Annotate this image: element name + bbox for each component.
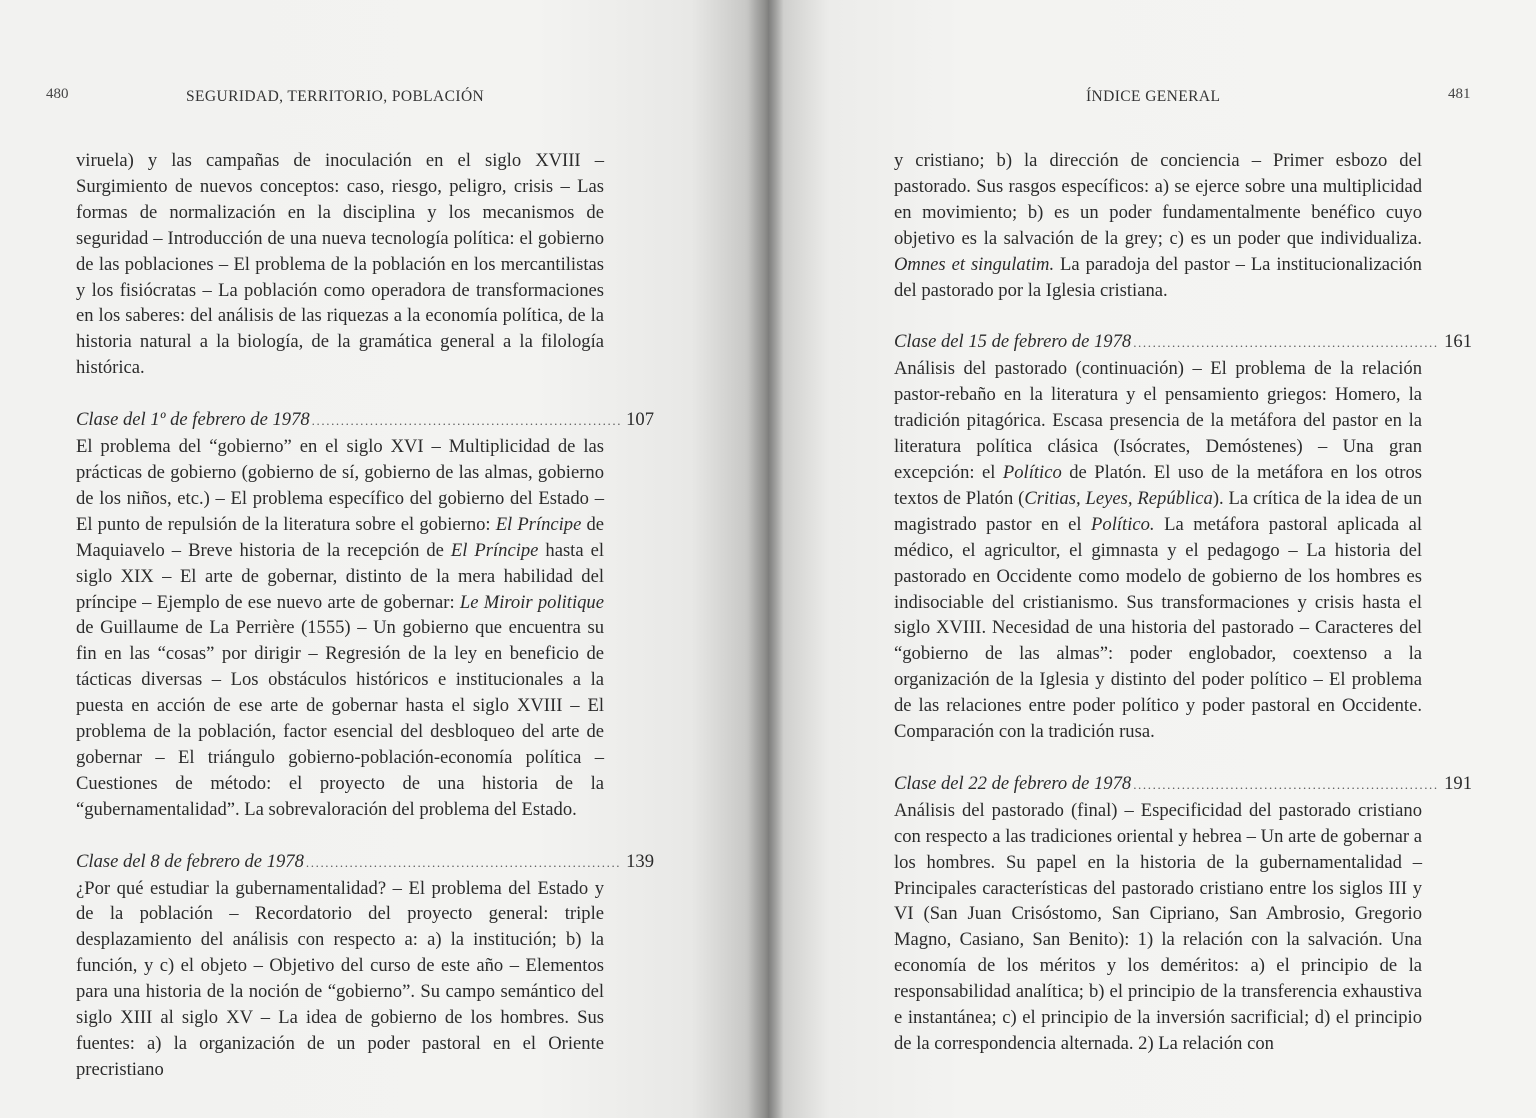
running-head: SEGURIDAD, TERRITORIO, POBLACIÓN bbox=[186, 88, 485, 105]
lecture-summary: El problema del “gobierno” en el siglo XVI – Multiplicidad de las prácticas de gobierno (gobierno de sí, gobierno de las almas, gobierno de los niños, etc.) – El problema específico del gobierno del Estado – El punto de repulsión de la literatura sobre el gobierno: El Príncipe de Maquiavelo – Breve historia de la recepción de El Príncipe hasta el siglo XIX – El arte de gobernar, distinto de la mera habilidad del príncipe – Ejemplo de ese nuevo arte de gobernar: Le Miroir politique de Guillaume de La Perrière (1555) – Un gobierno que encuentra su fin en las “cosas” por dirigir – Regresión de la ley en beneficio de tácticas diversas – Los obstáculos históricos e institucionales a la puesta en acción de ese arte de gobernar hasta el siglo XVIII – El problema de la población, factor esencial del desbloqueo del arte de gobernar – El triángulo gobierno-población-economía política – Cuestiones de método: el proyecto de una historia de la “gubernamentalidad”. La sobrevaloración del problema del Estado. bbox=[76, 436, 605, 820]
toc-entry-heading bbox=[76, 407, 654, 434]
toc-entry-heading bbox=[76, 849, 654, 876]
lecture-title: Clase del 15 de febrero de 1978 bbox=[894, 331, 1132, 353]
page-number: 480 bbox=[46, 86, 69, 102]
toc-entry-heading bbox=[894, 771, 1472, 798]
lecture-page-number: 139 bbox=[626, 850, 654, 872]
dot-leader bbox=[312, 408, 620, 434]
dot-leader bbox=[1133, 772, 1438, 798]
running-head: ÍNDICE GENERAL bbox=[1086, 88, 1221, 105]
toc-entry-heading bbox=[894, 329, 1472, 356]
lecture-page-number: 161 bbox=[1444, 331, 1472, 353]
toc-entry bbox=[76, 849, 654, 1083]
lecture-title: Clase del 22 de febrero de 1978 bbox=[894, 772, 1132, 794]
lecture-page-number: 107 bbox=[626, 409, 654, 431]
toc-entry bbox=[894, 329, 1472, 745]
lecture-title: Clase del 1º de febrero de 1978 bbox=[76, 409, 310, 431]
left-page-text bbox=[76, 148, 654, 1083]
lecture-summary: ¿Por qué estudiar la gubernamentalidad? – El problema del Estado y de la población – Recordatorio del proyecto general: triple desplazamiento del análisis con respecto a: a) la institución; b) la función, y c) el objeto – Objetivo del curso de este año – Elementos para una historia de la noción de “gobierno”. Su campo semántico del siglo XIII al siglo XV – La idea de gobierno de los hombres. Sus fuentes: a) la organización de un poder pastoral en el Oriente precristiano bbox=[76, 877, 604, 1080]
right-page bbox=[768, 0, 1536, 1118]
carryover-paragraph: viruela) y las campañas de inoculación en el siglo XVIII – Surgimiento de nuevos conceptos: caso, riesgo, peligro, crisis – Las formas de normalización en la disciplina y los mecanismos de seguridad – Introducción de una nueva tecnología política: el gobierno de las poblaciones – El problema de la población en los mercantilistas y los fisiócratas – La población como operadora de transformaciones en los saberes: del análisis de las riquezas a la economía política, de la historia natural a la biología, de la gramática general a la filología histórica. bbox=[76, 150, 604, 379]
toc-entry bbox=[76, 407, 654, 823]
dot-leader bbox=[306, 850, 620, 876]
lecture-summary: Análisis del pastorado (continuación) – El problema de la relación pastor-rebaño en la literatura y el pensamiento griegos: Homero, la tradición pitagórica. Escasa presencia de la metáfora del pastor en la literatura política clásica (Isócrates, Demóstenes) – Una gran excepción: el Político de Platón. El uso de la metáfora en los otros textos de Platón (Critias, Leyes, República). La crítica de la idea de un magistrado pastor en el Político. La metáfora pastoral aplicada al médico, el agricultor, el gimnasta y el pedagogo – La historia del pastorado en Occidente como modelo de gobierno de los hombres es indisociable del cristianismo. Sus transformaciones y crisis hasta el siglo XVIII. Necesidad de una historia del pastorado – Caracteres del “gobierno de las almas”: poder englobador, coextenso a la organización de la Iglesia y distinto del poder político – El problema de las relaciones entre poder político y poder pastoral en Occidente. Comparación con la tradición rusa. bbox=[894, 358, 1422, 743]
dot-leader bbox=[1133, 330, 1438, 356]
toc-entry bbox=[894, 771, 1472, 1057]
lecture-page-number: 191 bbox=[1444, 772, 1472, 794]
lecture-title: Clase del 8 de febrero de 1978 bbox=[76, 850, 304, 872]
lecture-summary: Análisis del pastorado (final) – Especificidad del pastorado cristiano con respecto a las tradiciones oriental y hebrea – Un arte de gobernar a los hombres. Su papel en la historia de la gubernamentalidad – Principales características del pastorado cristiano entre los siglos III y VI (San Juan Crisóstomo, San Cipriano, San Ambrosio, Gregorio Magno, Casiano, San Benito): 1) la relación con la salvación. Una economía de los méritos y los deméritos: a) el principio de la responsabilidad analítica; b) el principio de la transferencia exhaustiva e instantánea; c) el principio de la inversión sacrificial; d) el principio de la correspondencia alternada. 2) La relación con bbox=[894, 799, 1422, 1054]
page-number: 481 bbox=[1448, 86, 1471, 102]
carryover-paragraph: y cristiano; b) la dirección de conciencia – Primer esbozo del pastorado. Sus rasgos específicos: a) se ejerce sobre una multiplicidad en movimiento; b) es un poder fundamentalmente benéfico cuyo objetivo es la salvación de la grey; c) es un poder que individualiza. Omnes et singulatim. La paradoja del pastor – La institucionalización del pastorado por la Iglesia cristiana. bbox=[894, 150, 1422, 301]
right-page-text bbox=[894, 148, 1472, 1057]
